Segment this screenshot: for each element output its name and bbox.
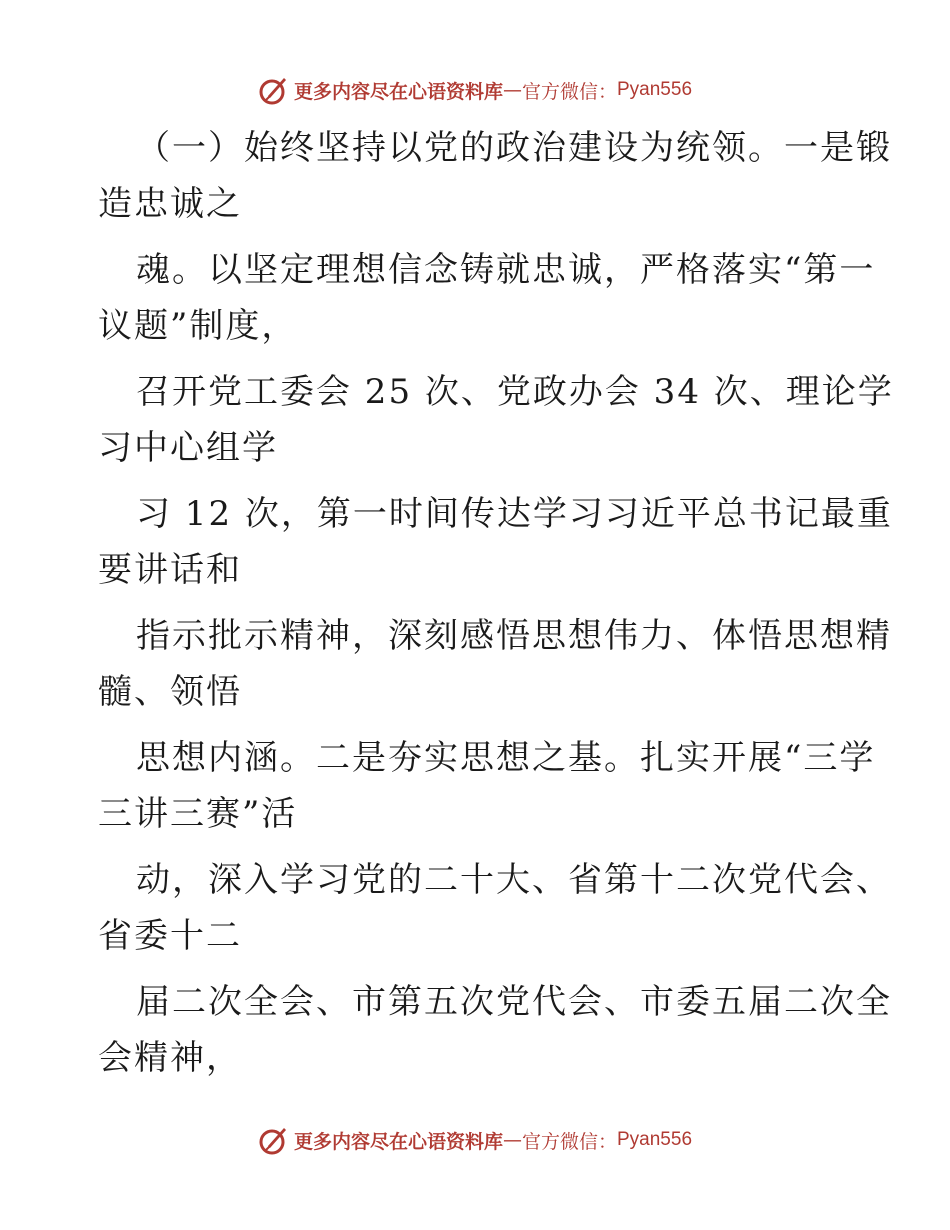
banner-wechat-label: 官方微信： bbox=[521, 80, 617, 103]
footer-watermark bbox=[0, 1120, 950, 1160]
banner-separator: — bbox=[502, 1129, 522, 1151]
quill-logo-icon bbox=[258, 74, 290, 106]
document-body bbox=[98, 120, 894, 1086]
banner-wechat-label: 官方微信： bbox=[521, 1130, 617, 1153]
body-line: 会精神， bbox=[98, 1038, 242, 1078]
banner-separator: — bbox=[502, 79, 522, 101]
body-line: 要讲话和 bbox=[98, 550, 242, 590]
body-line: 魂。以坚定理想信念铸就忠诚，严格落实“第一 bbox=[136, 250, 876, 290]
body-line: 造忠诚之 bbox=[98, 184, 242, 224]
banner-slogan: 更多内容尽在心语资料库 bbox=[293, 80, 503, 103]
banner-slogan: 更多内容尽在心语资料库 bbox=[293, 1130, 503, 1153]
body-line: 动，深入学习党的二十大、省第十二次党代会、 bbox=[136, 860, 892, 900]
quill-logo-icon bbox=[258, 1124, 290, 1156]
body-line: 省委十二 bbox=[98, 916, 242, 956]
body-line: 习 12 次，第一时间传达学习习近平总书记最重 bbox=[136, 494, 893, 534]
header-watermark bbox=[0, 70, 950, 110]
body-line: 召开党工委会 25 次、党政办会 34 次、理论学 bbox=[136, 372, 894, 412]
body-line: 届二次全会、市第五次党代会、市委五届二次全 bbox=[136, 982, 892, 1022]
body-line: 指示批示精神，深刻感悟思想伟力、体悟思想精 bbox=[136, 616, 892, 656]
banner-wechat-id: Pyan556 bbox=[617, 79, 693, 100]
body-line: 三讲三赛”活 bbox=[98, 794, 298, 834]
body-line: （一）始终坚持以党的政治建设为统领。一是锻 bbox=[136, 128, 892, 168]
body-line: 髓、领悟 bbox=[98, 672, 242, 712]
body-line: 思想内涵。二是夯实思想之基。扎实开展“三学 bbox=[136, 738, 876, 778]
body-line: 议题”制度， bbox=[98, 306, 298, 346]
banner-wechat-id: Pyan556 bbox=[617, 1129, 693, 1150]
body-line: 习中心组学 bbox=[98, 428, 278, 468]
